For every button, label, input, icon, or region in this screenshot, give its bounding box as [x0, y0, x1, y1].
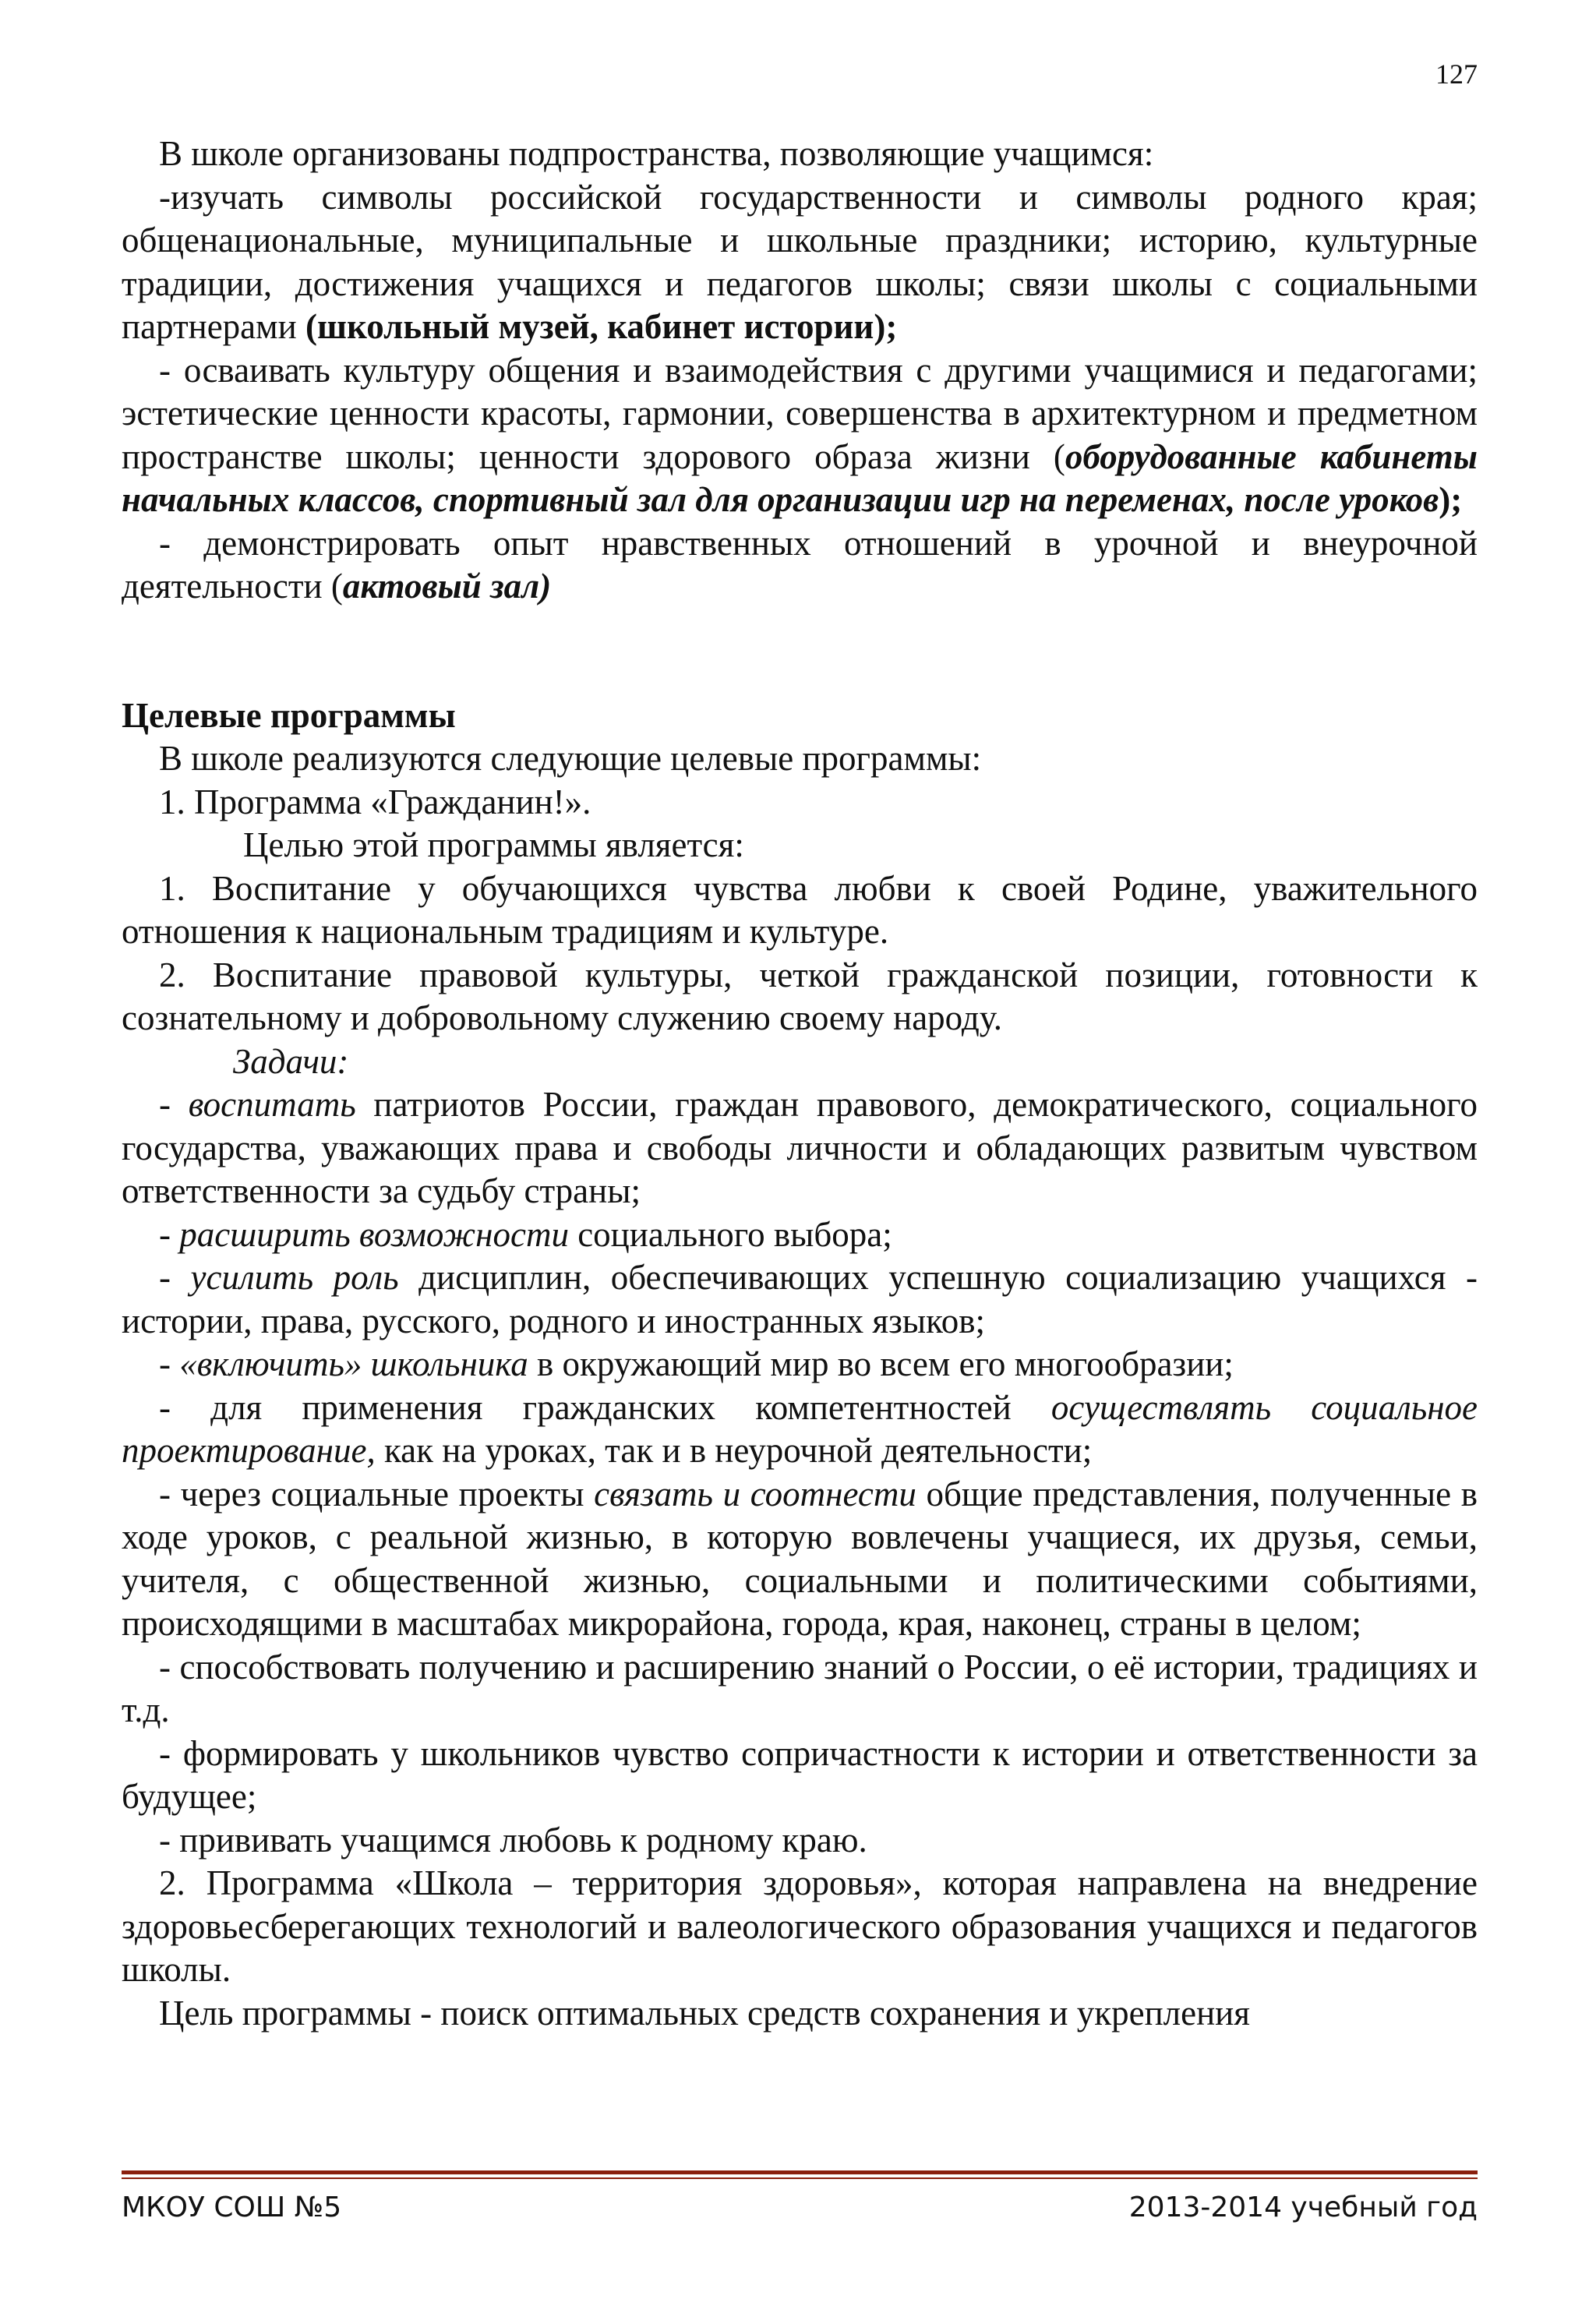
- task-item-3: [122, 1256, 1478, 1343]
- task-5-prefix: - для применения гражданских компетентностей: [159, 1387, 1051, 1427]
- goal-item-2: 2. Воспитание правовой культуры, четкой гражданской позиции, готовности к сознательному и добровольному служению своему народу.: [122, 955, 1478, 1037]
- intro-p3-text: - осваивать культуру общения и взаимодействия с другими учащимися и педагогами; эстетические ценности красоты, гармонии, совершенства в архитектурном и предметном пространстве школы; ценности здорового образа жизни (: [122, 350, 1478, 476]
- task-4-italic: «включить» школьника: [179, 1344, 528, 1383]
- intro-paragraph-2: [122, 176, 1478, 349]
- task-4-prefix: -: [159, 1344, 180, 1383]
- task-item-7: - способствовать получению и расширению знаний о России, о её истории, традициях и т.д.: [122, 1647, 1478, 1729]
- footer-rule-thick: [122, 2170, 1478, 2174]
- section-lead: В школе реализуются следующие целевые программы:: [159, 739, 982, 778]
- task-item-1: [122, 1083, 1478, 1213]
- program-2-goal: Цель программы - поиск оптимальных средств сохранения и укрепления: [159, 1993, 1250, 2033]
- tasks-label: Задачи:: [233, 1041, 349, 1081]
- task-1-prefix: -: [159, 1085, 189, 1124]
- task-6-prefix: - через социальные проекты: [159, 1474, 595, 1513]
- program-2-paragraph: 2. Программа «Школа – территория здоровья», которая направлена на внедрение здоровьесберегающих технологий и валеологического образования учащихся и педагогов школы.: [122, 1863, 1478, 1989]
- intro-p2-bold: (школьный музей, кабинет истории);: [305, 307, 898, 346]
- goal-item-1: 1. Воспитание у обучающихся чувства любви к своей Родине, уважительного отношения к национальным традициям и культуре.: [122, 868, 1478, 951]
- task-2-prefix: -: [159, 1214, 180, 1254]
- intro-p3-bold-italic: оборудованные кабинеты начальных классов, спортивный зал для организации игр на переменах, после уроков: [122, 436, 1478, 519]
- task-3-rest: дисциплин, обеспечивающих успешную социализацию учащихся - истории, права, русского, родного и иностранных языков;: [122, 1258, 1478, 1340]
- task-item-2: [122, 1213, 1478, 1257]
- page-number: 127: [1435, 58, 1478, 90]
- task-item-5: [122, 1386, 1478, 1473]
- goal-label: Целью этой программы является:: [243, 825, 744, 864]
- task-1-italic: воспитать: [188, 1085, 356, 1124]
- task-item-9: - прививать учащимся любовь к родному краю.: [159, 1820, 867, 1860]
- task-item-8: - формировать у школьников чувство сопричастности к истории и ответственности за будущее;: [122, 1733, 1478, 1816]
- task-5-rest: как на уроках, так и в неурочной деятельности;: [375, 1431, 1093, 1470]
- task-2-rest: социального выбора;: [568, 1214, 892, 1254]
- intro-p4-text: - демонстрировать опыт нравственных отношений в урочной и внеурочной деятельности (: [122, 523, 1478, 606]
- task-4-rest: в окружающий мир во всем его многообразии;: [528, 1344, 1234, 1383]
- intro-p2-text: -изучать символы российской государственности и символы родного края; общенациональные, муниципальные и школьные праздники; историю, культурные традиции, достижения учащихся и педагогов школы; связи школы с социальными партнерами: [122, 177, 1478, 346]
- task-item-4: [122, 1343, 1478, 1386]
- task-5-italic: осуществлять социальное проектирование,: [122, 1387, 1478, 1470]
- intro-paragraph-1: В школе организованы подпространства, позволяющие учащимся:: [159, 134, 1154, 173]
- intro-paragraph-4: [122, 522, 1478, 609]
- footer-school-name: МКОУ СОШ №5: [122, 2192, 342, 2223]
- task-6-rest: общие представления, полученные в ходе уроков, с реальной жизнью, в которую вовлечены учащиеся, их друзья, семьи, учителя, с общественной жизнью, социальными и политическими событиями, происходящими в масштабах микрорайона, города, края, наконец, страны в целом;: [122, 1474, 1478, 1643]
- program-1-title: 1. Программа «Гражданин!».: [159, 782, 591, 821]
- intro-p3-bold-end: );: [1439, 480, 1463, 519]
- task-2-italic: расширить возможности: [179, 1214, 569, 1254]
- document-body: [122, 132, 1478, 2035]
- section-heading: Целевые программы: [122, 695, 456, 735]
- task-3-italic: усилить роль: [190, 1258, 399, 1297]
- task-3-prefix: -: [159, 1258, 191, 1297]
- intro-p4-bold-italic: актовый зал): [342, 567, 552, 606]
- task-item-6: [122, 1473, 1478, 1646]
- task-1-rest: патриотов России, граждан правового, демократического, социального государства, уважающих права и свободы личности и обладающих развитым чувством ответственности за судьбу страны;: [122, 1085, 1478, 1210]
- footer-rule-thin: [122, 2177, 1478, 2179]
- task-6-italic: связать и соотнести: [594, 1474, 916, 1513]
- intro-paragraph-3: [122, 349, 1478, 522]
- footer-school-year: 2013-2014 учебный год: [1128, 2192, 1478, 2223]
